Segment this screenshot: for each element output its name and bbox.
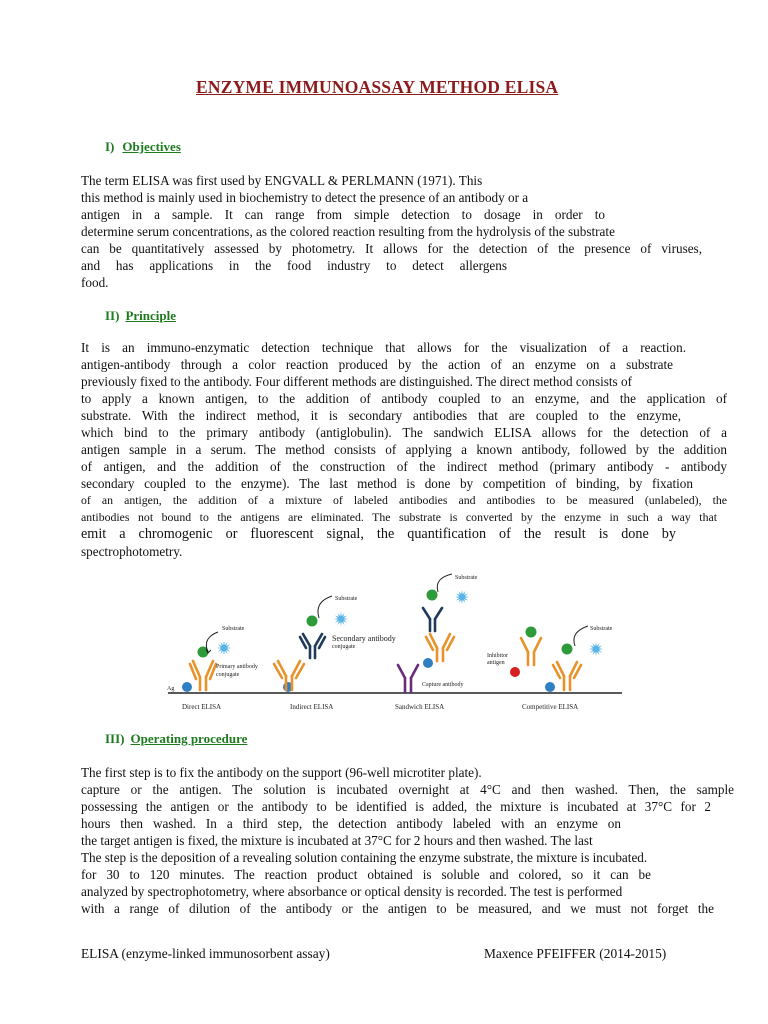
reaction-arrow: [318, 596, 332, 618]
section-heading-procedure: [105, 731, 247, 747]
substrate-label: Substrate: [222, 626, 245, 632]
conjugate-label: conjugate: [216, 672, 240, 678]
text-line: It is an immuno-enzymatic detection technique that allows for the visualization of a reaction.: [81, 340, 686, 355]
text-line: with a range of dilution of the antibody or the antigen to be measured, and we must not forget the: [81, 901, 714, 916]
text-line: antibodies not bound to the antigens are eliminated. The substrate is converted by the enzyme in such a way that: [81, 510, 717, 524]
text-line: food.: [81, 275, 109, 290]
caption-indirect: Indirect ELISA: [290, 703, 334, 711]
text-line: capture or the antigen. The solution is incubated overnight at 4°C and then washed. Then, the sample: [81, 782, 734, 797]
elisa-methods-diagram: [160, 566, 630, 716]
principle-paragraph: [81, 339, 727, 560]
text-line: previously fixed to the antibody. Four different methods are distinguished. The direct method consists of: [81, 374, 632, 389]
antigen-dot: [545, 682, 555, 692]
caption-sandwich: Sandwich ELISA: [395, 703, 445, 711]
competitive-elisa-panel: [487, 626, 613, 711]
section-title: Principle: [125, 308, 176, 323]
text-line: spectrophotometry.: [81, 544, 183, 559]
section-title: Objectives: [122, 139, 181, 154]
procedure-paragraph: [81, 764, 734, 917]
text-line: analyzed by spectrophotometry, where absorbance or optical density is recorded. The test is performed: [81, 884, 623, 899]
bound-antibody: [553, 662, 581, 690]
section-number: I): [105, 139, 115, 154]
text-line: to apply a known antigen, to the addition of antibody coupled to an enzyme, and the application of: [81, 391, 727, 406]
text-line: for 30 to 120 minutes. The reaction product obtained is soluble and colored, so it can be: [81, 867, 651, 882]
reaction-arrow: [206, 632, 218, 652]
substrate-star-icon: [589, 642, 603, 656]
primary-antibody: [426, 634, 454, 661]
substrate-label: Substrate: [335, 596, 358, 602]
text-line: emit a chromogenic or fluorescent signal, the quantification of the result is done by: [81, 526, 676, 542]
caption-direct: Direct ELISA: [182, 703, 222, 711]
reaction-arrow: [437, 574, 452, 592]
primary-antibody: [190, 661, 216, 690]
substrate-star-icon: [217, 641, 231, 655]
text-line: determine serum concentrations, as the colored reaction resulting from the hydrolysis of the substrate: [81, 224, 615, 239]
text-line: which bind to the primary antibody (antiglobulin). The sandwich ELISA allows for the detection of a: [81, 425, 727, 440]
secondary-antibody: [300, 634, 325, 658]
text-line: substrate. With the indirect method, it is secondary antibodies that are coupled to the enzyme,: [81, 408, 681, 423]
ag-label: Ag: [167, 686, 175, 692]
enzyme-dot: [307, 616, 318, 627]
section-title: Operating procedure: [130, 731, 248, 746]
text-line: antigen in a sample. It can range from simple detection to dosage in order to: [81, 207, 605, 222]
capture-antibody: [398, 665, 418, 692]
enzyme-dot: [562, 644, 573, 655]
substrate-star-icon: [455, 590, 469, 604]
primary-antibody-label: Primary antibody: [216, 664, 258, 670]
conjugate-label: conjugate: [332, 644, 356, 650]
text-line: secondary coupled to the enzyme). The last method is done by competition of binding, by fixation: [81, 476, 693, 491]
labeled-antibody: [521, 638, 541, 665]
section-heading-principle: [105, 308, 176, 324]
enzyme-dot: [427, 590, 438, 601]
substrate-label: Substrate: [590, 626, 613, 632]
text-line: the target antigen is fixed, the mixture is incubated at 37°C for 2 hours and then washed. The last: [81, 833, 593, 848]
secondary-antibody: [423, 608, 442, 631]
text-line: hours then washed. In a third step, the detection antibody labeled with an enzyme on: [81, 816, 621, 831]
text-line: antigen sample in a serum. The method consists of applying a known antibody, followed by the addition: [81, 442, 727, 457]
secondary-antibody-label: Secondary antibody: [332, 634, 396, 643]
section-heading-objectives: [105, 139, 181, 155]
antigen-dot: [423, 658, 433, 668]
text-line: of antigen, and the addition of the construction of the indirect method (primary antibody - antibody: [81, 459, 727, 474]
text-line: and has applications in the food industry to detect allergens: [81, 258, 507, 273]
substrate-star-icon: [334, 612, 348, 626]
objectives-paragraph: [81, 172, 727, 291]
enzyme-dot: [526, 627, 537, 638]
footer-right: Maxence PFEIFFER (2014-2015): [484, 946, 667, 961]
caption-competitive: Competitive ELISA: [522, 703, 579, 711]
inhibitor-label: Inhibitor: [487, 653, 508, 659]
text-line: The term ELISA was first used by ENGVALL & PERLMANN (1971). This: [81, 173, 483, 188]
direct-elisa-panel: [182, 626, 258, 711]
page-title: ENZYME IMMUNOASSAY METHOD ELISA: [196, 77, 559, 97]
text-line: The first step is to fix the antibody on the support (96-well microtiter plate).: [81, 765, 482, 780]
text-line: The step is the deposition of a revealing solution containing the enzyme substrate, the mixture is incubated.: [81, 850, 648, 865]
text-line: antigen-antibody through a color reaction produced by the action of an enzyme on a substrate: [81, 357, 673, 372]
footer-left: ELISA (enzyme-linked immunosorbent assay): [81, 946, 330, 961]
substrate-stars: [217, 590, 603, 656]
antigen-dot: [182, 682, 192, 692]
capture-antibody-label: Capture antibody: [422, 682, 464, 688]
substrate-label: Substrate: [455, 575, 478, 581]
text-line: can be quantitatively assessed by photometry. It allows for the detection of the presence of viruses,: [81, 241, 702, 256]
section-number: II): [105, 308, 120, 323]
inhibitor-antigen-dot: [510, 667, 520, 677]
antigen-label: antigen: [487, 660, 505, 666]
reaction-arrow: [574, 626, 588, 646]
text-line: this method is mainly used in biochemistry to detect the presence of an antibody or a: [81, 190, 529, 205]
text-line: of an antigen, the addition of a mixture of labeled antibodies and antibodies to be measured (unlabeled), the: [81, 493, 727, 507]
section-number: III): [105, 731, 125, 746]
text-line: possessing the antigen or the antibody to be identified is added, the mixture is incubated at 37°C for 2: [81, 799, 711, 814]
